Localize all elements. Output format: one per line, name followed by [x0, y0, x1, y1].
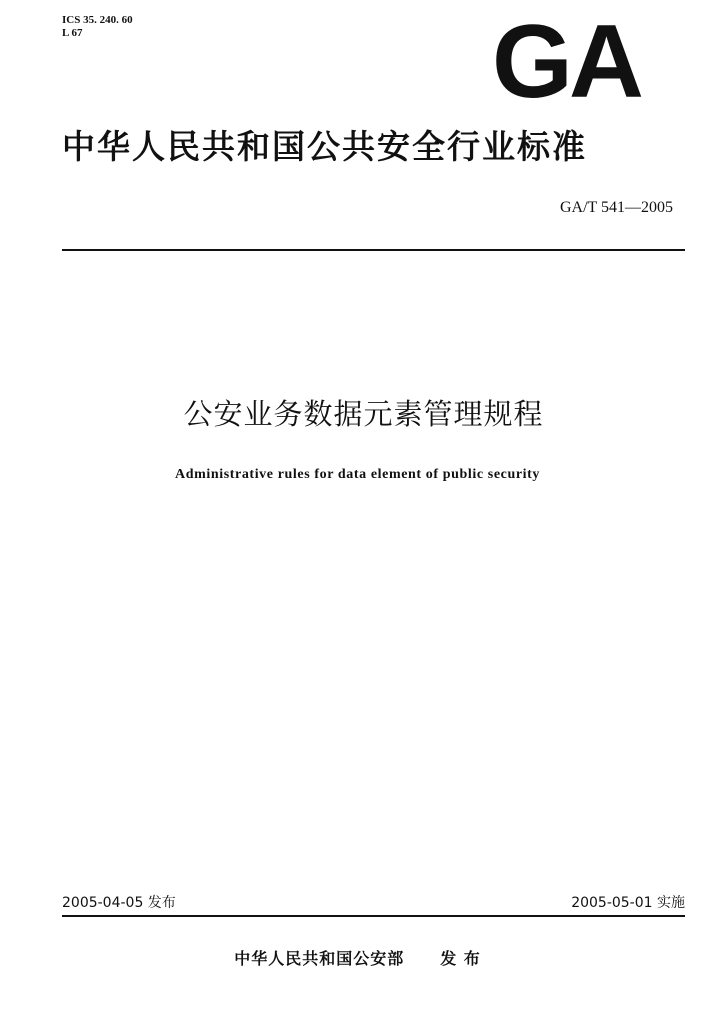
- category-code: L 67: [62, 27, 83, 39]
- document-title-en: Administrative rules for data element of public security: [174, 467, 541, 482]
- implementation-date: 2005-05-01 实施: [571, 895, 685, 911]
- ics-code: ICS 35. 240. 60: [62, 14, 133, 26]
- ga-logo: GA: [492, 4, 640, 120]
- publish-label: 发 布: [440, 949, 481, 968]
- standard-number: GA/T 541—2005: [559, 199, 673, 216]
- release-date: 2005-04-05 发布: [62, 895, 176, 911]
- publisher-name: 中华人民共和国公安部: [234, 949, 405, 968]
- header-divider: [62, 249, 685, 251]
- publisher-line: [0, 948, 715, 970]
- footer-divider: [62, 915, 685, 917]
- document-title-cn: 公安业务数据元素管理规程: [183, 397, 544, 431]
- standard-title: 中华人民共和国公共安全行业标准: [62, 127, 587, 166]
